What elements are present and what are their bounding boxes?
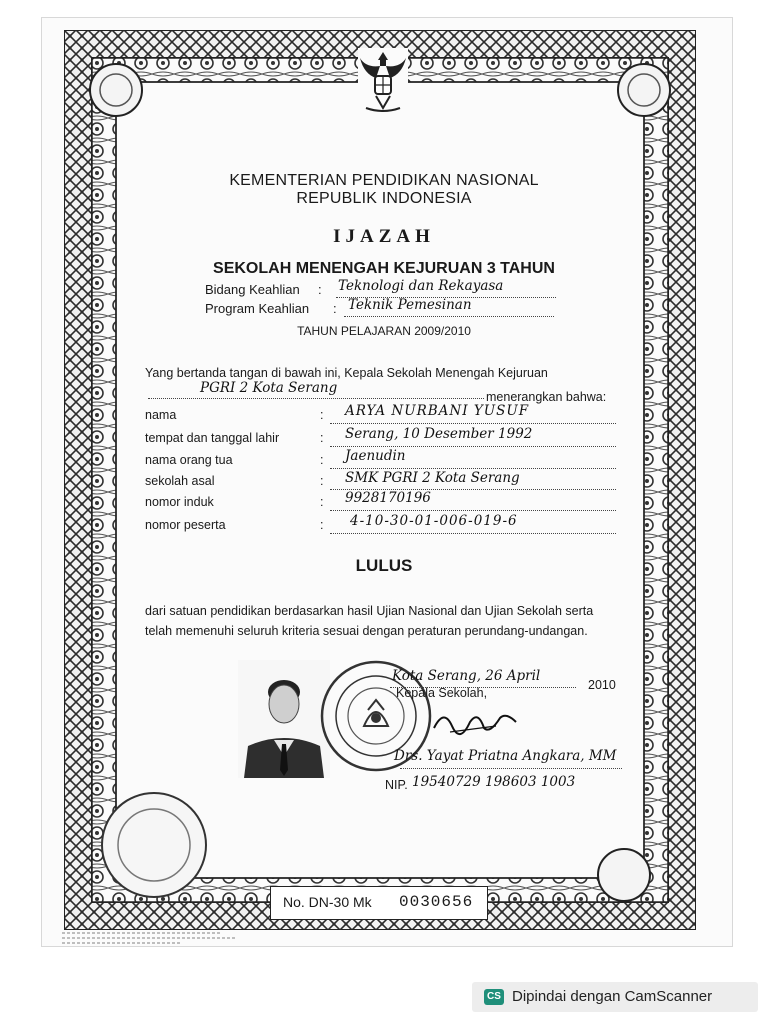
field-label: nomor induk <box>145 495 214 509</box>
field-value-name: ARYA NURBANI YUSUF <box>345 403 530 419</box>
signature-year: 2010 <box>588 678 616 692</box>
field-value-exam-number: 4-10-30-01-006-019-6 <box>350 513 518 529</box>
intro-trailing: menerangkan bahwa: <box>486 390 607 404</box>
academic-year: TAHUN PELAJARAN 2009/2010 <box>297 324 471 338</box>
intro-text: Yang bertanda tangan di bawah ini, Kepala Sekolah Menengah Kejuruan <box>145 366 548 380</box>
nip-value: 19540729 198603 1003 <box>412 774 576 790</box>
camscanner-logo-icon: CS <box>484 989 504 1005</box>
statement-line-2: telah memenuhi seluruh kriteria sesuai dengan peraturan perundang-undangan. <box>145 624 588 638</box>
intro-school-name: PGRI 2 Kota Serang <box>200 380 338 396</box>
program-dotted-line <box>344 316 554 317</box>
bidang-colon: : <box>318 282 322 297</box>
field-value-birth: Serang, 10 Desember 1992 <box>345 426 533 442</box>
signature-role: Kepala Sekolah, <box>396 686 488 700</box>
document-title: IJAZAH <box>333 226 435 247</box>
result-heading: LULUS <box>355 556 413 575</box>
field-colon: : <box>320 474 324 488</box>
field-value-parent: Jaenudin <box>345 448 406 464</box>
field-label: tempat dan tanggal lahir <box>145 431 280 445</box>
field-colon: : <box>320 453 324 467</box>
field-label: nomor peserta <box>145 518 226 532</box>
program-value: Teknik Pemesinan <box>348 297 472 313</box>
camscanner-text: Dipindai dengan CamScanner <box>512 988 713 1005</box>
field-dotted-line <box>330 510 616 511</box>
ministry-heading: KEMENTERIAN PENDIDIKAN NASIONAL <box>229 172 539 189</box>
statement-line-1: dari satuan pendidikan berdasarkan hasil Ujian Nasional dan Ujian Sekolah serta <box>145 604 594 618</box>
field-dotted-line <box>330 423 616 424</box>
serial-prefix: No. DN-30 Mk <box>283 894 372 910</box>
nip-label: NIP. <box>385 778 408 792</box>
garuda-emblem-icon <box>358 48 408 116</box>
field-colon: : <box>320 495 324 509</box>
field-dotted-line <box>330 468 616 469</box>
program-label: Program Keahlian <box>205 301 310 316</box>
field-dotted-line <box>330 446 616 447</box>
field-colon: : <box>320 518 324 532</box>
school-type-heading: SEKOLAH MENENGAH KEJURUAN 3 TAHUN <box>213 260 555 277</box>
student-photo <box>238 660 330 778</box>
field-label: sekolah asal <box>145 474 215 488</box>
intro-dotted-line <box>148 398 484 399</box>
serial-number-box <box>270 886 488 920</box>
field-value-student-number: 9928170196 <box>345 490 431 506</box>
field-colon: : <box>320 431 324 445</box>
serial-number: 0030656 <box>399 893 474 911</box>
bidang-value: Teknologi dan Rekayasa <box>338 278 504 294</box>
field-dotted-line <box>330 533 616 534</box>
principal-name-dotted-line <box>400 768 622 769</box>
field-colon: : <box>320 408 324 422</box>
republic-heading: REPUBLIK INDONESIA <box>296 190 472 207</box>
signature-place-date: Kota Serang, 26 April <box>392 668 541 684</box>
principal-name: Drs. Yayat Priatna Angkara, MM <box>394 748 617 764</box>
faint-footnote-smudge <box>62 930 242 944</box>
field-value-origin-school: SMK PGRI 2 Kota Serang <box>345 470 520 486</box>
bidang-label: Bidang Keahlian <box>205 282 300 297</box>
camscanner-badge <box>472 982 758 1012</box>
field-label: nama orang tua <box>145 453 233 467</box>
handwritten-signature-icon <box>430 704 520 738</box>
program-colon: : <box>333 301 337 316</box>
field-label: nama <box>145 408 177 422</box>
